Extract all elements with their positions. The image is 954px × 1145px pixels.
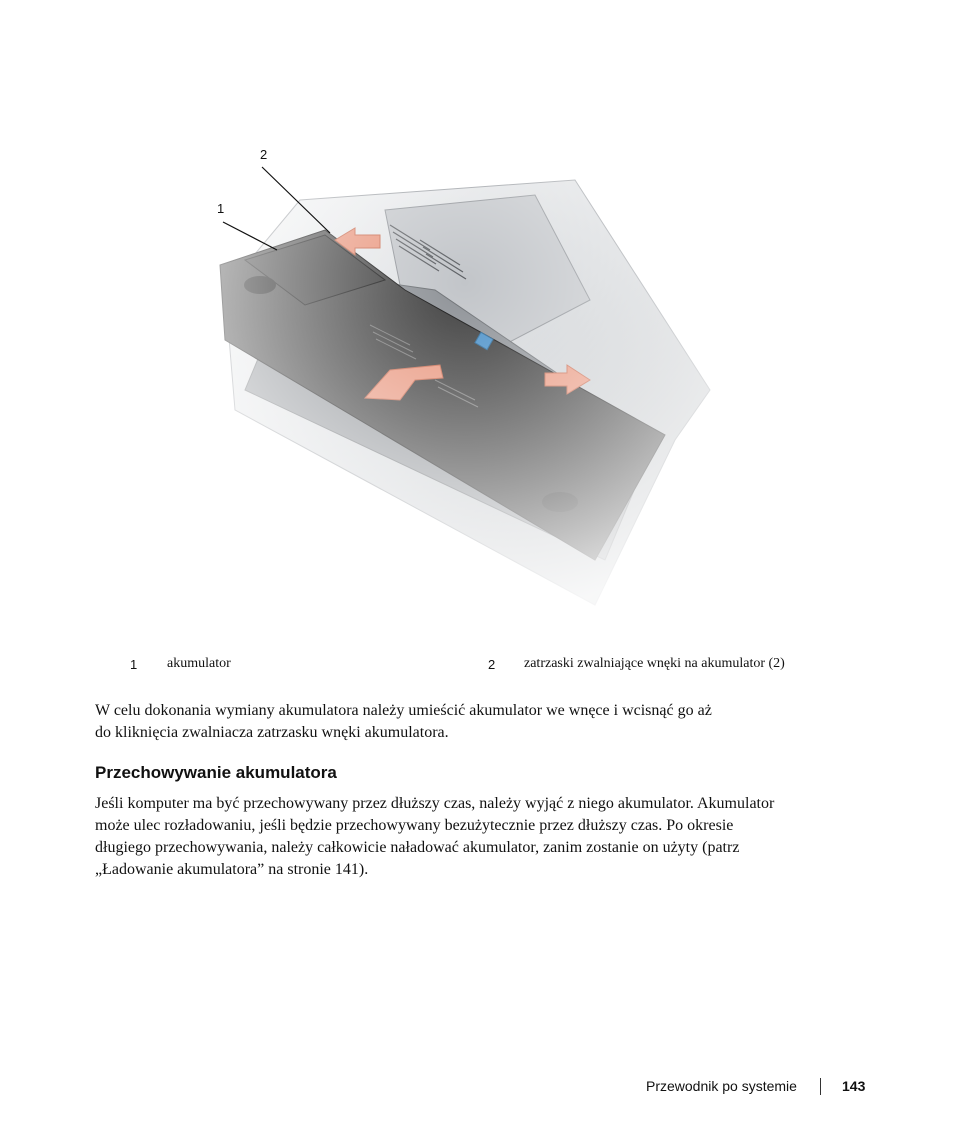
legend-text-1: akumulator bbox=[167, 656, 231, 671]
callout-2: 2 bbox=[260, 147, 268, 162]
laptop-battery-illustration bbox=[205, 140, 725, 615]
legend-num-2: 2 bbox=[488, 657, 496, 672]
section-line-1: Jeśli komputer ma być przechowywany przez dłuższy czas, należy wyjąć z niego akumulator. Akumulator bbox=[95, 795, 775, 812]
footer-title: Przewodnik po systemie bbox=[646, 1078, 797, 1094]
footer-separator bbox=[820, 1078, 821, 1095]
page-number: 143 bbox=[842, 1078, 866, 1094]
section-paragraph bbox=[95, 793, 774, 881]
legend-text-2: zatrzaski zwalniające wnęki na akumulator (2) bbox=[524, 656, 785, 671]
intro-line-1: W celu dokonania wymiany akumulatora należy umieścić akumulator we wnęce i wcisnąć go aż bbox=[95, 702, 712, 719]
section-line-2: może ulec rozładowaniu, jeśli będzie przechowywany bezużytecznie przez dłuższy czas. Po okresie bbox=[95, 817, 734, 834]
section-line-3: długiego przechowywania, należy całkowicie naładować akumulator, zanim zostanie on użyty (patrz bbox=[95, 839, 740, 856]
section-heading: Przechowywanie akumulatora bbox=[95, 763, 337, 782]
intro-line-2: do kliknięcia zwalniacza zatrzasku wnęki akumulatora. bbox=[95, 724, 449, 741]
intro-paragraph bbox=[95, 700, 712, 744]
section-line-4: „Ładowanie akumulatora” na stronie 141). bbox=[95, 861, 369, 878]
callout-1: 1 bbox=[217, 201, 225, 216]
legend-num-1: 1 bbox=[130, 657, 138, 672]
battery-figure bbox=[205, 140, 725, 615]
